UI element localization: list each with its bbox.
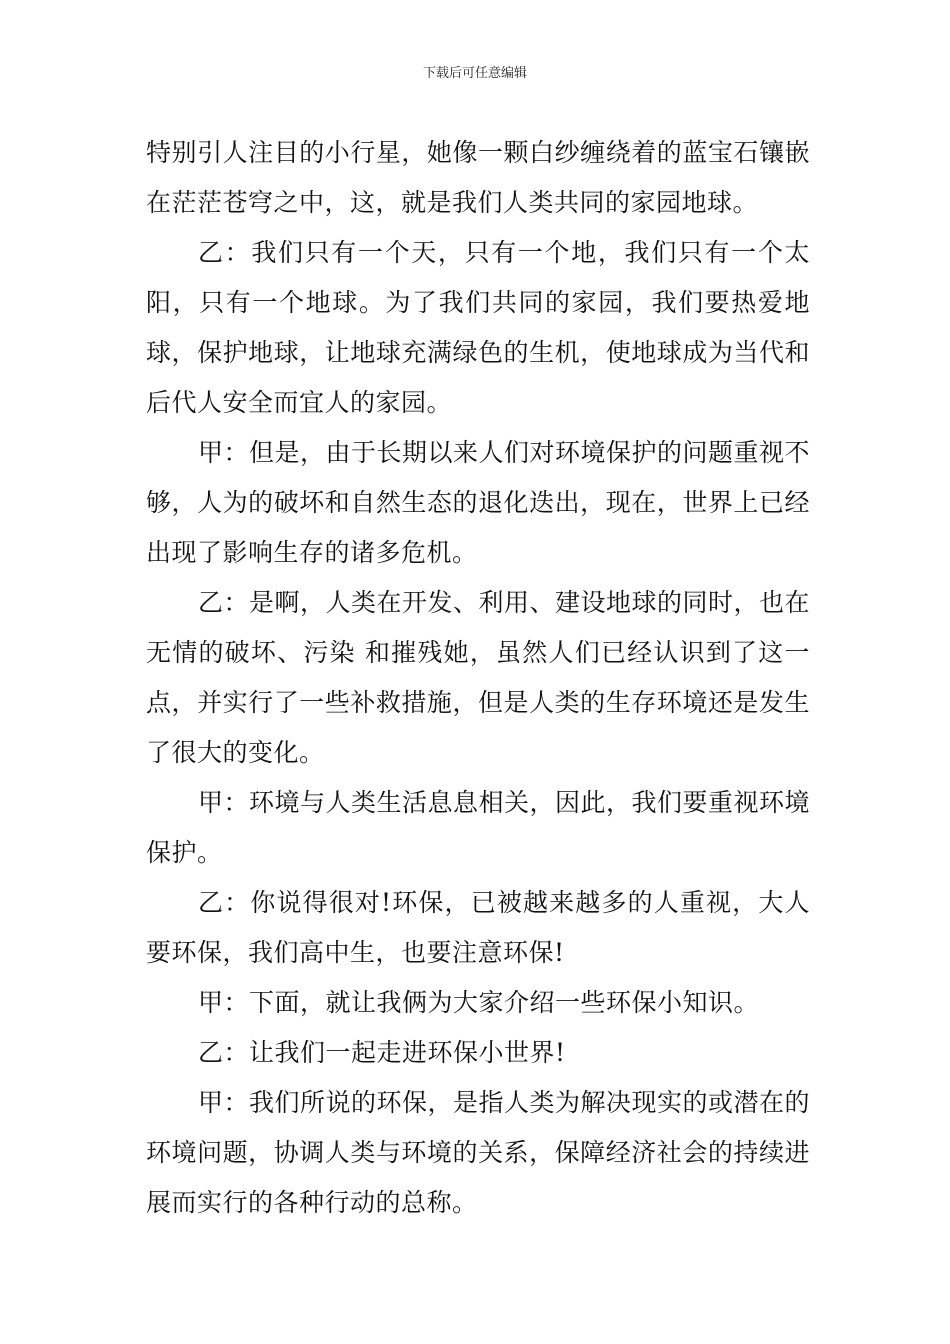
page-header-note: 下载后可任意编辑 <box>422 66 527 81</box>
document-body <box>146 128 810 1228</box>
paragraph-jia-4: 甲：我们所说的环保，是指人类为解决现实的或潜在的环境问题，协调人类与环境的关系，保障经济社会的持续进展而实行的各种行动的总称。 <box>146 1088 811 1217</box>
paragraph-yi-2: 乙：是啊，人类在开发、利用、建设地球的同时，也在无情的破坏、污染 和摧残她，虽然人们已经认识到了这一点，并实行了一些补救措施，但是人类的生存环境还是发生了很大的变化。 <box>146 588 811 767</box>
paragraph-continuation: 特别引人注目的小行星，她像一颗白纱缠绕着的蓝宝石镶嵌在茫茫苍穹之中，这，就是我们人类共同的家园地球。 <box>146 138 810 217</box>
paragraph-yi-4: 乙：让我们一起走进环保小世界! <box>198 1038 566 1067</box>
paragraph-jia-3: 甲：下面，就让我俩为大家介绍一些环保小知识。 <box>198 988 760 1017</box>
paragraph-jia-2: 甲：环境与人类生活息息相关，因此，我们要重视环境保护。 <box>146 788 811 867</box>
paragraph-yi-1: 乙：我们只有一个天，只有一个地，我们只有一个太阳，只有一个地球。为了我们共同的家园，我们要热爱地球，保护地球，让地球充满绿色的生机，使地球成为当代和后代人安全而宜人的家园。 <box>146 238 810 417</box>
paragraph-jia-1: 甲：但是，由于长期以来人们对环境保护的问题重视不够，人为的破坏和自然生态的退化迭出，现在，世界上已经出现了影响生存的诸多危机。 <box>146 438 811 567</box>
paragraph-yi-3: 乙：你说得很对!环保，已被越来越多的人重视，大人要环保，我们高中生，也要注意环保! <box>146 888 810 967</box>
